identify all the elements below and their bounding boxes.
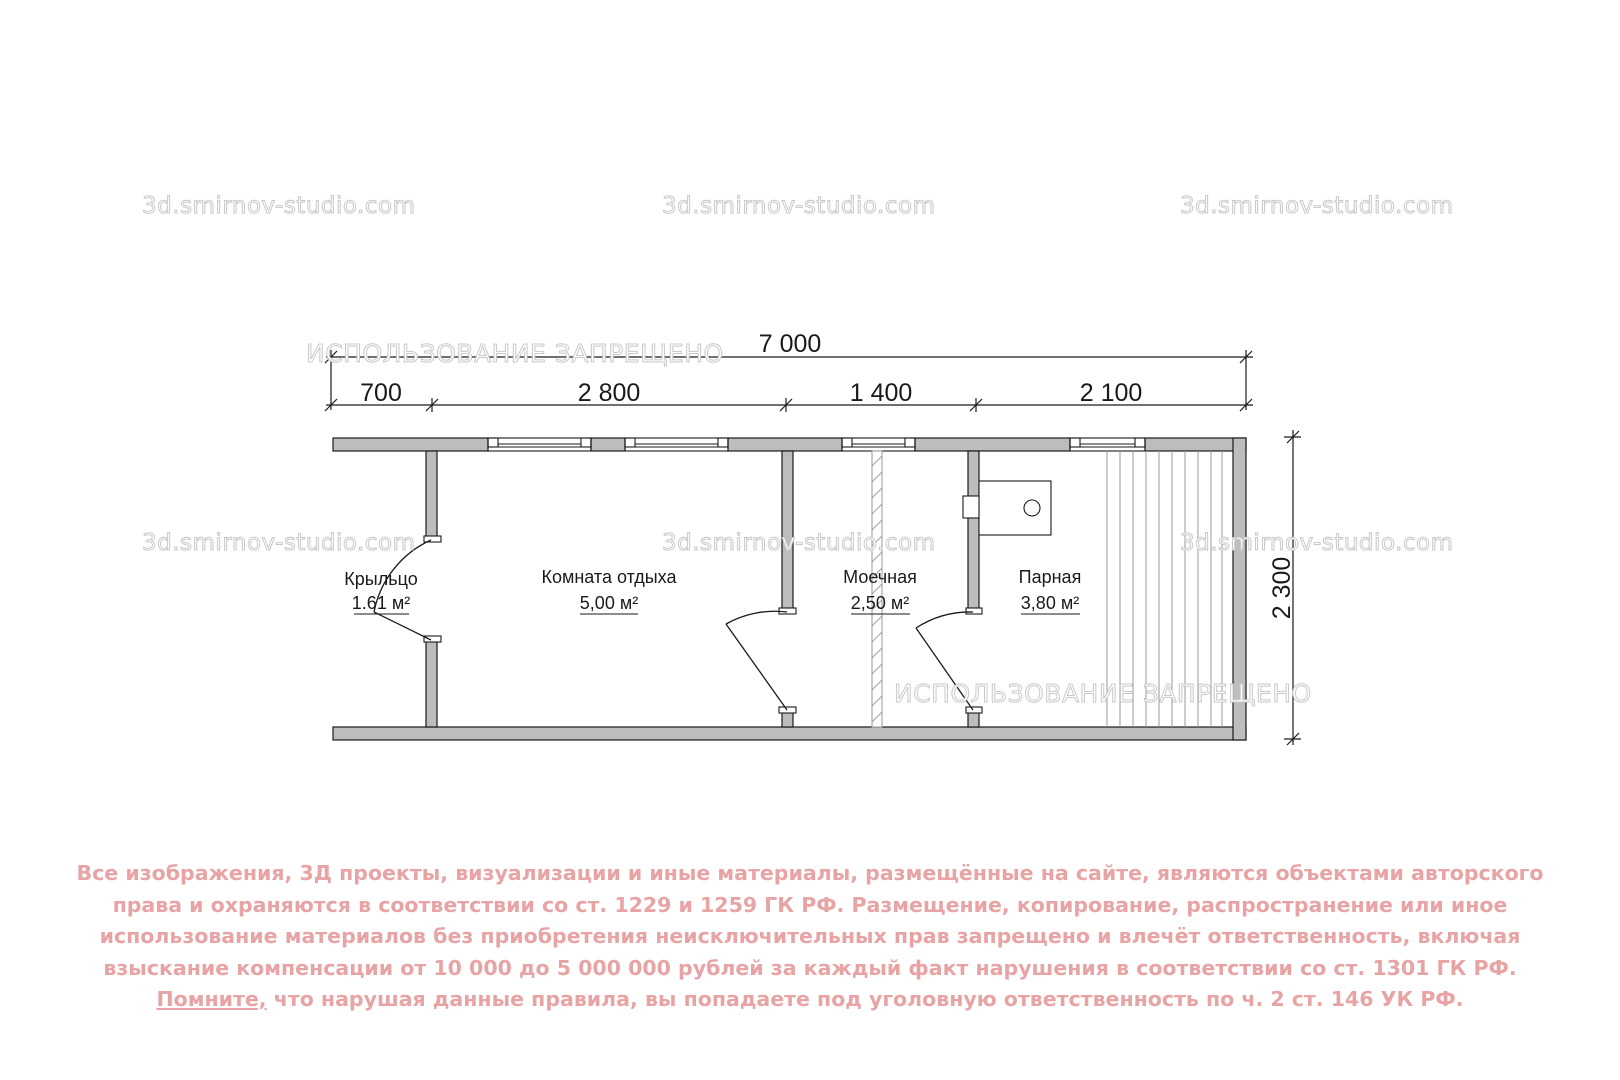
room-name-rest-room: Комната отдыха — [541, 567, 677, 587]
window — [488, 438, 591, 451]
remember-link[interactable]: Помните, — [156, 987, 267, 1011]
dimension-steam-room-length: 2 100 — [1079, 379, 1143, 407]
drain-strip — [872, 451, 882, 727]
room-name-steam-room: Парная — [1018, 567, 1082, 587]
watermark-usage-ban: ИСПОЛЬЗОВАНИЕ ЗАПРЕЩЕНО — [306, 339, 724, 368]
window — [1070, 438, 1145, 451]
copyright-line-rest: что нарушая данные правила, вы попадаете под уголовную ответственность по ч. 2 ст. 146 УК РФ. — [266, 987, 1464, 1011]
copyright-line: использование материалов без приобретения неисключительных прав запрещено и влечёт ответственность, включая — [99, 924, 1521, 948]
copyright-line: права и охраняются в соответствии со ст. 1229 и 1259 ГК РФ. Размещение, копирование, распространение или иное — [112, 892, 1508, 917]
watermark-site: 3d.smirnov-studio.com — [142, 193, 416, 219]
window — [625, 438, 728, 451]
watermark-site: 3d.smirnov-studio.com — [142, 530, 416, 556]
watermark-site: 3d.smirnov-studio.com — [1180, 193, 1454, 219]
copyright-line: Все изображения, 3Д проекты, визуализации и иные материалы, размещённые на сайте, являются объектами авторского — [76, 861, 1544, 885]
door-rest-room — [726, 611, 787, 710]
watermark-site: 3d.smirnov-studio.com — [662, 193, 936, 219]
room-area-steam-room: 3,80 м² — [1020, 593, 1080, 613]
dimension-porch-length: 700 — [360, 379, 402, 407]
window — [842, 438, 915, 451]
watermark-usage-ban: ИСПОЛЬЗОВАНИЕ ЗАПРЕЩЕНО — [894, 679, 1312, 708]
dimension-overall-length: 7 000 — [758, 330, 822, 358]
room-name-porch: Крыльцо — [344, 569, 418, 589]
copyright-line — [40, 984, 1580, 1016]
doors — [374, 540, 973, 710]
room-area-porch: 1.61 м² — [351, 593, 411, 613]
copyright-notice — [40, 858, 1580, 1016]
copyright-line: взыскание компенсации от 10 000 до 5 000 000 рублей за каждый факт нарушения в соответствии со ст. 1301 ГК РФ. — [103, 955, 1517, 980]
dimension-washroom-length: 1 400 — [849, 379, 913, 407]
watermark-site: 3d.smirnov-studio.com — [1180, 530, 1454, 556]
dimension-overall-width: 2 300 — [1268, 556, 1296, 620]
watermark-site: 3d.smirnov-studio.com — [662, 530, 936, 556]
room-name-washroom: Моечная — [843, 567, 917, 587]
room-area-rest-room: 5,00 м² — [579, 593, 639, 613]
dimension-rest-room-length: 2 800 — [577, 379, 641, 407]
room-area-washroom: 2,50 м² — [850, 593, 910, 613]
